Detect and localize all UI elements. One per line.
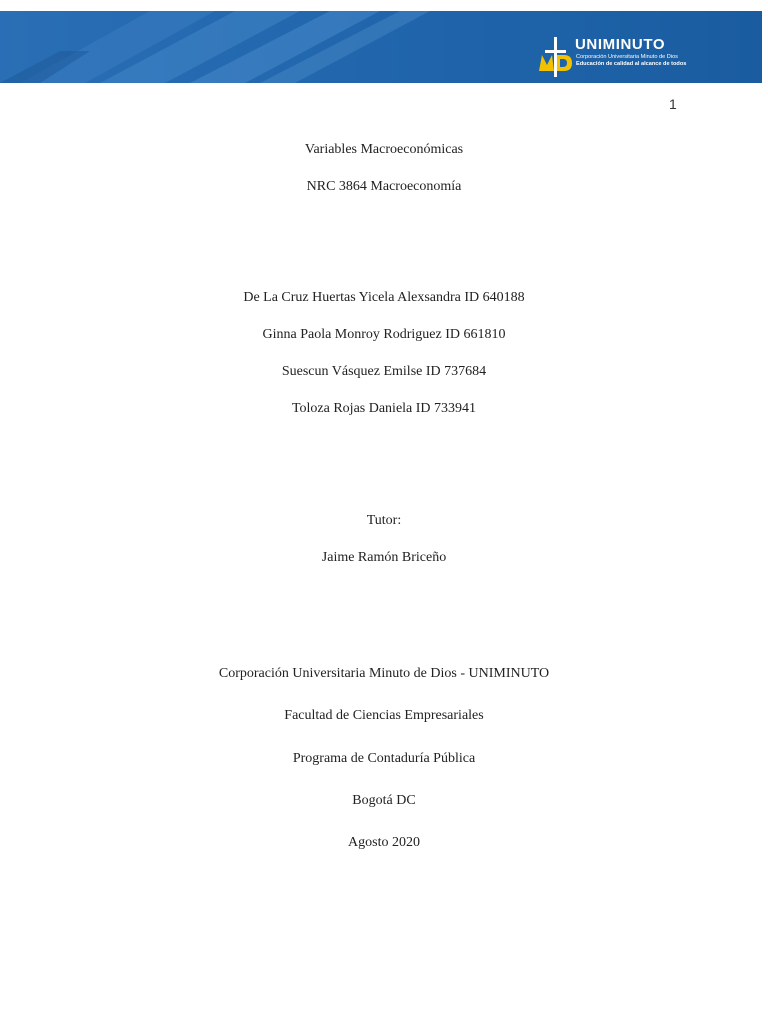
city: Bogotá DC: [352, 793, 416, 808]
author-line: Suescun Vásquez Emilse ID 737684: [281, 364, 487, 379]
faculty-name: Facultad de Ciencias Empresariales: [284, 708, 484, 723]
tutor-label: Tutor:: [366, 513, 402, 528]
document-title: Variables Macroeconómicas: [304, 142, 464, 157]
author-line: Ginna Paola Monroy Rodriguez ID 661810: [262, 327, 506, 342]
header-banner: [0, 11, 762, 83]
course-code: NRC 3864 Macroeconomía: [306, 179, 462, 194]
logo-tagline: Educación de calidad al alcance de todos: [576, 61, 687, 67]
author-line: Toloza Rojas Daniela ID 733941: [291, 401, 477, 416]
page-number: 1: [669, 96, 677, 112]
uniminuto-logo[interactable]: [538, 33, 718, 79]
program-name: Programa de Contaduría Pública: [292, 751, 476, 766]
author-line: De La Cruz Huertas Yicela Alexsandra ID 640188: [243, 290, 525, 305]
institution-name: Corporación Universitaria Minuto de Dios - UNIMINUTO: [218, 666, 550, 681]
logo-subtitle: Corporación Universitaria Minuto de Dios: [576, 54, 678, 60]
logo-name: UNIMINUTO: [575, 36, 666, 53]
uniminuto-md-logo-icon: [538, 37, 574, 77]
tutor-name: Jaime Ramón Briceño: [321, 550, 447, 565]
document-date: Agosto 2020: [348, 835, 420, 850]
